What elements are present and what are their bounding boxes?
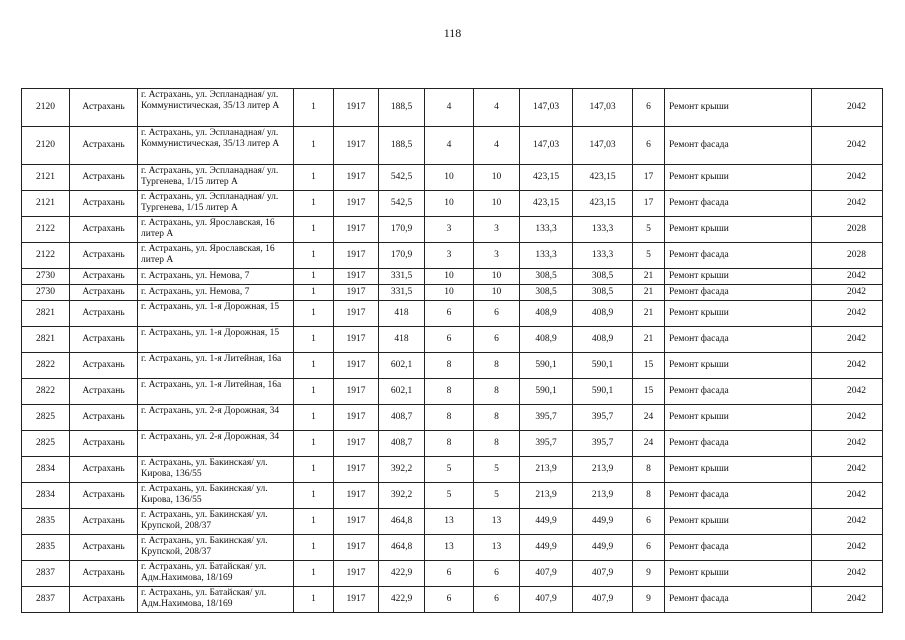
table-row (22, 327, 883, 353)
cell-year: 1917 (334, 243, 379, 269)
cell-num-b: 5 (474, 483, 520, 509)
cell-num-a: 8 (425, 405, 474, 431)
cell-num-c: 17 (633, 191, 665, 217)
cell-count: 1 (294, 379, 334, 405)
table-row (22, 457, 883, 483)
cell-num-a: 4 (425, 127, 474, 165)
cell-work-type: Ремонт крыши (665, 561, 812, 587)
cell-count: 1 (294, 165, 334, 191)
cell-num-b: 8 (474, 405, 520, 431)
cell-year: 1917 (334, 217, 379, 243)
cell-num-c: 21 (633, 285, 665, 301)
cell-plan-year: 2042 (812, 405, 883, 431)
cell-plan-year: 2042 (812, 269, 883, 285)
cell-num-c: 9 (633, 587, 665, 613)
cell-plan-year: 2042 (812, 483, 883, 509)
cell-num-b: 13 (474, 509, 520, 535)
cell-address: г. Астрахань, ул. Бакинская/ ул. Кирова, 136/55 (138, 483, 294, 509)
cell-city: Астрахань (70, 405, 138, 431)
cell-area-b: 407,9 (573, 561, 633, 587)
cell-num-c: 5 (633, 243, 665, 269)
cell-city: Астрахань (70, 243, 138, 269)
cell-house-id: 2730 (22, 285, 70, 301)
cell-house-id: 2822 (22, 353, 70, 379)
cell-num-a: 10 (425, 285, 474, 301)
cell-area-b: 213,9 (573, 457, 633, 483)
table-row (22, 405, 883, 431)
cell-area: 418 (379, 327, 425, 353)
cell-house-id: 2821 (22, 301, 70, 327)
cell-work-type: Ремонт фасада (665, 535, 812, 561)
cell-num-c: 8 (633, 483, 665, 509)
cell-city: Астрахань (70, 353, 138, 379)
cell-num-c: 21 (633, 327, 665, 353)
cell-area: 464,8 (379, 509, 425, 535)
cell-plan-year: 2042 (812, 165, 883, 191)
cell-count: 1 (294, 509, 334, 535)
cell-plan-year: 2042 (812, 457, 883, 483)
cell-num-a: 6 (425, 327, 474, 353)
cell-area-a: 133,3 (520, 217, 573, 243)
cell-num-b: 8 (474, 379, 520, 405)
cell-work-type: Ремонт фасада (665, 431, 812, 457)
cell-area-a: 395,7 (520, 405, 573, 431)
cell-area: 602,1 (379, 379, 425, 405)
cell-area-b: 133,3 (573, 217, 633, 243)
cell-city: Астрахань (70, 535, 138, 561)
cell-num-b: 3 (474, 217, 520, 243)
cell-plan-year: 2042 (812, 535, 883, 561)
cell-house-id: 2121 (22, 191, 70, 217)
cell-address: г. Астрахань, ул. 2-я Дорожная, 34 (138, 431, 294, 457)
cell-plan-year: 2042 (812, 127, 883, 165)
cell-num-a: 3 (425, 243, 474, 269)
cell-num-c: 6 (633, 535, 665, 561)
table-row (22, 191, 883, 217)
cell-city: Астрахань (70, 89, 138, 127)
cell-num-a: 8 (425, 353, 474, 379)
cell-count: 1 (294, 327, 334, 353)
cell-area-b: 213,9 (573, 483, 633, 509)
cell-count: 1 (294, 535, 334, 561)
cell-work-type: Ремонт фасада (665, 483, 812, 509)
cell-num-c: 5 (633, 217, 665, 243)
table-row (22, 269, 883, 285)
cell-address: г. Астрахань, ул. Эспланадная/ ул. Коммунистическая, 35/13 литер А (138, 127, 294, 165)
cell-plan-year: 2042 (812, 587, 883, 613)
cell-work-type: Ремонт крыши (665, 89, 812, 127)
cell-city: Астрахань (70, 127, 138, 165)
cell-address: г. Астрахань, ул. 1-я Литейная, 16а (138, 379, 294, 405)
cell-count: 1 (294, 561, 334, 587)
cell-num-a: 6 (425, 561, 474, 587)
cell-plan-year: 2042 (812, 431, 883, 457)
cell-house-id: 2122 (22, 243, 70, 269)
cell-num-c: 6 (633, 127, 665, 165)
cell-address: г. Астрахань, ул. Ярославская, 16 литер А (138, 217, 294, 243)
cell-area: 542,5 (379, 165, 425, 191)
cell-area: 170,9 (379, 217, 425, 243)
cell-area-b: 407,9 (573, 587, 633, 613)
cell-city: Астрахань (70, 301, 138, 327)
cell-house-id: 2834 (22, 483, 70, 509)
cell-count: 1 (294, 285, 334, 301)
cell-num-b: 10 (474, 191, 520, 217)
cell-work-type: Ремонт крыши (665, 405, 812, 431)
cell-num-a: 10 (425, 269, 474, 285)
cell-area-a: 133,3 (520, 243, 573, 269)
cell-num-b: 4 (474, 89, 520, 127)
cell-num-b: 6 (474, 561, 520, 587)
cell-year: 1917 (334, 587, 379, 613)
cell-year: 1917 (334, 405, 379, 431)
cell-year: 1917 (334, 191, 379, 217)
cell-num-c: 9 (633, 561, 665, 587)
cell-area-b: 133,3 (573, 243, 633, 269)
cell-year: 1917 (334, 89, 379, 127)
cell-work-type: Ремонт крыши (665, 353, 812, 379)
cell-year: 1917 (334, 379, 379, 405)
cell-area-a: 213,9 (520, 483, 573, 509)
cell-area-b: 408,9 (573, 327, 633, 353)
cell-area: 188,5 (379, 127, 425, 165)
cell-address: г. Астрахань, ул. Бакинская/ ул. Кирова, 136/55 (138, 457, 294, 483)
cell-area: 408,7 (379, 405, 425, 431)
cell-area-a: 407,9 (520, 561, 573, 587)
cell-year: 1917 (334, 457, 379, 483)
cell-area: 408,7 (379, 431, 425, 457)
cell-address: г. Астрахань, ул. Батайская/ ул. Адм.Нахимова, 18/169 (138, 587, 294, 613)
cell-address: г. Астрахань, ул. Немова, 7 (138, 285, 294, 301)
cell-house-id: 2821 (22, 327, 70, 353)
cell-num-b: 10 (474, 269, 520, 285)
cell-num-b: 3 (474, 243, 520, 269)
cell-address: г. Астрахань, ул. Эспланадная/ ул. Тургенева, 1/15 литер А (138, 191, 294, 217)
cell-count: 1 (294, 301, 334, 327)
table-row (22, 587, 883, 613)
cell-house-id: 2835 (22, 535, 70, 561)
cell-count: 1 (294, 217, 334, 243)
cell-area-a: 590,1 (520, 353, 573, 379)
cell-num-b: 6 (474, 587, 520, 613)
cell-count: 1 (294, 269, 334, 285)
cell-num-a: 3 (425, 217, 474, 243)
cell-work-type: Ремонт фасада (665, 243, 812, 269)
cell-num-a: 8 (425, 379, 474, 405)
cell-address: г. Астрахань, ул. 2-я Дорожная, 34 (138, 405, 294, 431)
cell-work-type: Ремонт фасада (665, 127, 812, 165)
cell-num-b: 10 (474, 285, 520, 301)
cell-area-a: 308,5 (520, 269, 573, 285)
table-body (22, 89, 883, 613)
cell-work-type: Ремонт крыши (665, 269, 812, 285)
cell-count: 1 (294, 431, 334, 457)
cell-num-c: 21 (633, 269, 665, 285)
cell-area-b: 408,9 (573, 301, 633, 327)
cell-city: Астрахань (70, 191, 138, 217)
cell-plan-year: 2042 (812, 327, 883, 353)
cell-area: 188,5 (379, 89, 425, 127)
table-row (22, 217, 883, 243)
cell-address: г. Астрахань, ул. Эспланадная/ ул. Тургенева, 1/15 литер А (138, 165, 294, 191)
cell-area-a: 147,03 (520, 127, 573, 165)
cell-work-type: Ремонт крыши (665, 217, 812, 243)
cell-area-b: 590,1 (573, 353, 633, 379)
cell-plan-year: 2042 (812, 379, 883, 405)
cell-area-b: 308,5 (573, 269, 633, 285)
cell-num-c: 21 (633, 301, 665, 327)
cell-count: 1 (294, 243, 334, 269)
table-row (22, 285, 883, 301)
cell-address: г. Астрахань, ул. 1-я Дорожная, 15 (138, 327, 294, 353)
table-row (22, 535, 883, 561)
cell-area-b: 423,15 (573, 165, 633, 191)
cell-num-c: 6 (633, 509, 665, 535)
cell-plan-year: 2042 (812, 285, 883, 301)
cell-address: г. Астрахань, ул. 1-я Дорожная, 15 (138, 301, 294, 327)
cell-plan-year: 2042 (812, 509, 883, 535)
cell-num-a: 6 (425, 301, 474, 327)
cell-area-b: 449,9 (573, 509, 633, 535)
cell-work-type: Ремонт крыши (665, 509, 812, 535)
cell-address: г. Астрахань, ул. Батайская/ ул. Адм.Нахимова, 18/169 (138, 561, 294, 587)
table-row (22, 243, 883, 269)
cell-num-b: 8 (474, 431, 520, 457)
cell-area-b: 147,03 (573, 89, 633, 127)
cell-area-a: 423,15 (520, 165, 573, 191)
cell-count: 1 (294, 457, 334, 483)
cell-year: 1917 (334, 165, 379, 191)
cell-plan-year: 2042 (812, 301, 883, 327)
cell-work-type: Ремонт фасада (665, 379, 812, 405)
cell-year: 1917 (334, 535, 379, 561)
cell-count: 1 (294, 405, 334, 431)
table-row (22, 165, 883, 191)
cell-area-a: 449,9 (520, 535, 573, 561)
cell-num-a: 8 (425, 431, 474, 457)
cell-house-id: 2834 (22, 457, 70, 483)
cell-count: 1 (294, 353, 334, 379)
cell-area: 331,5 (379, 285, 425, 301)
cell-year: 1917 (334, 561, 379, 587)
cell-house-id: 2122 (22, 217, 70, 243)
cell-area-a: 147,03 (520, 89, 573, 127)
cell-num-c: 17 (633, 165, 665, 191)
cell-address: г. Астрахань, ул. Немова, 7 (138, 269, 294, 285)
cell-area: 602,1 (379, 353, 425, 379)
table-row (22, 431, 883, 457)
cell-area: 392,2 (379, 457, 425, 483)
cell-work-type: Ремонт крыши (665, 301, 812, 327)
cell-area: 418 (379, 301, 425, 327)
cell-year: 1917 (334, 285, 379, 301)
cell-city: Астрахань (70, 457, 138, 483)
table-row (22, 509, 883, 535)
cell-house-id: 2835 (22, 509, 70, 535)
cell-city: Астрахань (70, 165, 138, 191)
cell-city: Астрахань (70, 327, 138, 353)
cell-area: 542,5 (379, 191, 425, 217)
cell-area-a: 408,9 (520, 301, 573, 327)
cell-count: 1 (294, 127, 334, 165)
cell-area-b: 308,5 (573, 285, 633, 301)
cell-area: 422,9 (379, 587, 425, 613)
cell-house-id: 2825 (22, 405, 70, 431)
cell-area-a: 213,9 (520, 457, 573, 483)
table-row (22, 483, 883, 509)
cell-count: 1 (294, 483, 334, 509)
cell-area-a: 407,9 (520, 587, 573, 613)
cell-city: Астрахань (70, 483, 138, 509)
cell-area-a: 308,5 (520, 285, 573, 301)
cell-area-a: 408,9 (520, 327, 573, 353)
cell-address: г. Астрахань, ул. Эспланадная/ ул. Коммунистическая, 35/13 литер А (138, 89, 294, 127)
cell-year: 1917 (334, 301, 379, 327)
cell-area-a: 423,15 (520, 191, 573, 217)
cell-area-a: 590,1 (520, 379, 573, 405)
cell-address: г. Астрахань, ул. Ярославская, 16 литер А (138, 243, 294, 269)
cell-city: Астрахань (70, 561, 138, 587)
cell-num-a: 10 (425, 165, 474, 191)
cell-plan-year: 2042 (812, 89, 883, 127)
cell-plan-year: 2028 (812, 243, 883, 269)
cell-work-type: Ремонт фасада (665, 191, 812, 217)
cell-num-c: 6 (633, 89, 665, 127)
cell-count: 1 (294, 191, 334, 217)
cell-num-c: 24 (633, 431, 665, 457)
cell-num-b: 4 (474, 127, 520, 165)
cell-num-a: 10 (425, 191, 474, 217)
cell-address: г. Астрахань, ул. 1-я Литейная, 16а (138, 353, 294, 379)
cell-num-b: 6 (474, 327, 520, 353)
cell-num-b: 10 (474, 165, 520, 191)
cell-area: 422,9 (379, 561, 425, 587)
cell-house-id: 2121 (22, 165, 70, 191)
table-row (22, 89, 883, 127)
cell-area-b: 449,9 (573, 535, 633, 561)
cell-work-type: Ремонт фасада (665, 587, 812, 613)
cell-year: 1917 (334, 327, 379, 353)
cell-house-id: 2730 (22, 269, 70, 285)
cell-num-a: 5 (425, 457, 474, 483)
cell-area-b: 590,1 (573, 379, 633, 405)
cell-city: Астрахань (70, 509, 138, 535)
cell-year: 1917 (334, 483, 379, 509)
cell-area-b: 147,03 (573, 127, 633, 165)
cell-area-a: 449,9 (520, 509, 573, 535)
cell-city: Астрахань (70, 587, 138, 613)
cell-num-a: 4 (425, 89, 474, 127)
cell-work-type: Ремонт крыши (665, 457, 812, 483)
table-row (22, 561, 883, 587)
cell-area: 464,8 (379, 535, 425, 561)
cell-city: Астрахань (70, 285, 138, 301)
cell-num-a: 6 (425, 587, 474, 613)
cell-house-id: 2837 (22, 561, 70, 587)
cell-area: 392,2 (379, 483, 425, 509)
cell-area-b: 395,7 (573, 405, 633, 431)
cell-area-a: 395,7 (520, 431, 573, 457)
cell-plan-year: 2042 (812, 561, 883, 587)
cell-count: 1 (294, 89, 334, 127)
cell-year: 1917 (334, 269, 379, 285)
cell-address: г. Астрахань, ул. Бакинская/ ул. Крупской, 208/37 (138, 535, 294, 561)
cell-num-c: 24 (633, 405, 665, 431)
cell-num-b: 5 (474, 457, 520, 483)
cell-house-id: 2120 (22, 127, 70, 165)
cell-area-b: 395,7 (573, 431, 633, 457)
cell-city: Астрахань (70, 431, 138, 457)
cell-area: 331,5 (379, 269, 425, 285)
table-row (22, 353, 883, 379)
cell-house-id: 2120 (22, 89, 70, 127)
cell-num-c: 15 (633, 379, 665, 405)
cell-num-c: 15 (633, 353, 665, 379)
cell-count: 1 (294, 587, 334, 613)
cell-year: 1917 (334, 127, 379, 165)
cell-plan-year: 2042 (812, 191, 883, 217)
cell-house-id: 2825 (22, 431, 70, 457)
cell-num-a: 13 (425, 535, 474, 561)
cell-work-type: Ремонт фасада (665, 285, 812, 301)
cell-num-b: 6 (474, 301, 520, 327)
cell-area-b: 423,15 (573, 191, 633, 217)
cell-num-c: 8 (633, 457, 665, 483)
cell-year: 1917 (334, 509, 379, 535)
table-row (22, 379, 883, 405)
page-number: 118 (443, 26, 462, 40)
cell-num-b: 8 (474, 353, 520, 379)
cell-year: 1917 (334, 353, 379, 379)
repair-schedule-table (21, 88, 883, 613)
cell-num-a: 5 (425, 483, 474, 509)
cell-plan-year: 2028 (812, 217, 883, 243)
cell-house-id: 2837 (22, 587, 70, 613)
table-row (22, 301, 883, 327)
cell-city: Астрахань (70, 379, 138, 405)
cell-city: Астрахань (70, 217, 138, 243)
cell-work-type: Ремонт крыши (665, 165, 812, 191)
cell-city: Астрахань (70, 269, 138, 285)
cell-num-b: 13 (474, 535, 520, 561)
cell-address: г. Астрахань, ул. Бакинская/ ул. Крупской, 208/37 (138, 509, 294, 535)
cell-work-type: Ремонт фасада (665, 327, 812, 353)
cell-plan-year: 2042 (812, 353, 883, 379)
cell-num-a: 13 (425, 509, 474, 535)
cell-house-id: 2822 (22, 379, 70, 405)
table-row (22, 127, 883, 165)
cell-year: 1917 (334, 431, 379, 457)
cell-area: 170,9 (379, 243, 425, 269)
